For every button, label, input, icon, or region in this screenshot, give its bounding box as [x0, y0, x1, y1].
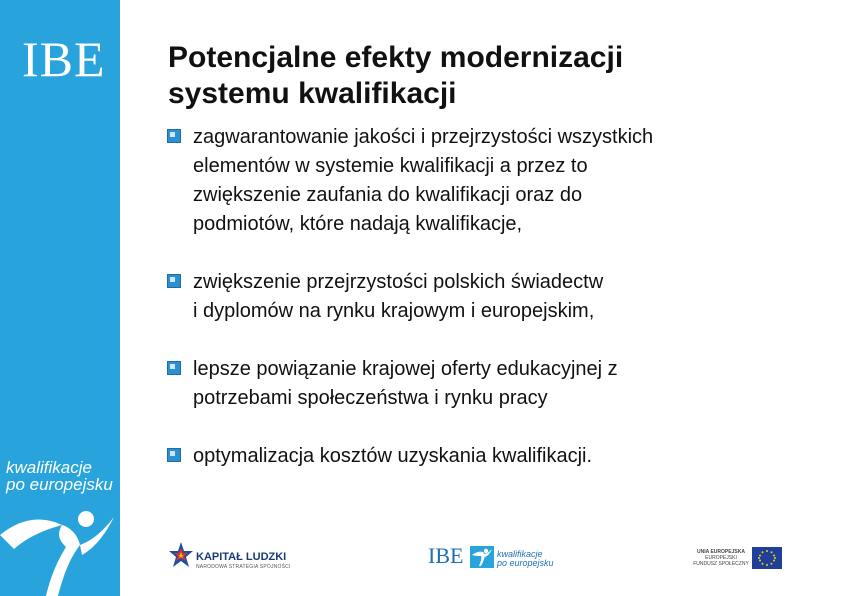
kapital-ludzki-logo-icon: [168, 540, 194, 572]
bullet-line: optymalizacja kosztów uzyskania kwalifikacji.: [193, 445, 593, 467]
bullet-line: podmiotów, które nadają kwalifikacje,: [193, 213, 523, 235]
bullet-line: zwiększenie przejrzystości polskich świadectw: [193, 271, 604, 293]
bullet-item: [167, 268, 787, 326]
square-bullet-icon: [167, 274, 181, 288]
bullet-line: potrzebami społeczeństwa i rynku pracy: [193, 387, 548, 409]
ibe-logo: IBE: [22, 31, 106, 87]
eu-fund-label: [690, 549, 752, 567]
kwalifikacje-tagline: [6, 459, 113, 493]
kapital-ludzki-subtitle: NARODOWA STRATEGIA SPÓJNOŚCI: [196, 564, 291, 570]
bullet-line: zwiększenie zaufania do kwalifikacji oraz do: [193, 184, 583, 206]
bullet-line: zagwarantowanie jakości i przejrzystości wszystkich: [193, 126, 654, 148]
square-bullet-icon: [167, 129, 181, 143]
sidebar-panel: [0, 0, 120, 596]
tagline-line-2: po europejsku: [6, 475, 113, 494]
running-figure-icon: [0, 505, 120, 596]
slide-title: [168, 40, 788, 112]
eu-flag-icon: [752, 547, 782, 569]
footer-ibe-logo: IBE: [428, 543, 464, 568]
footer-tagline-line-2: po europejsku: [497, 558, 554, 568]
square-bullet-icon: [167, 448, 181, 462]
title-line-2: systemu kwalifikacji: [168, 77, 457, 110]
kapital-ludzki-name: KAPITAŁ LUDZKI: [196, 551, 287, 563]
bullet-item: [167, 355, 787, 413]
footer-tagline-line-1: kwalifikacje: [497, 549, 543, 559]
eu-label-line-3: FUNDUSZ SPOŁECZNY: [693, 561, 749, 567]
eu-label-line-2: EUROPEJSKI: [705, 555, 737, 561]
footer-runner-icon: [470, 546, 494, 568]
bullet-item: [167, 442, 787, 471]
bullet-item: [167, 123, 787, 239]
title-line-1: Potencjalne efekty modernizacji: [168, 41, 624, 74]
footer-kwalifikacje-tagline: [497, 550, 554, 568]
bullet-line: i dyplomów na rynku krajowym i europejskim,: [193, 300, 595, 322]
bullet-line: elementów w systemie kwalifikacji a przez to: [193, 155, 588, 177]
square-bullet-icon: [167, 361, 181, 375]
bullet-line: lepsze powiązanie krajowej oferty edukacyjnej z: [193, 358, 618, 380]
eu-label-line-1: UNIA EUROPEJSKA: [697, 549, 745, 555]
bullet-list: [167, 123, 787, 471]
tagline-line-1: kwalifikacje: [6, 458, 92, 477]
